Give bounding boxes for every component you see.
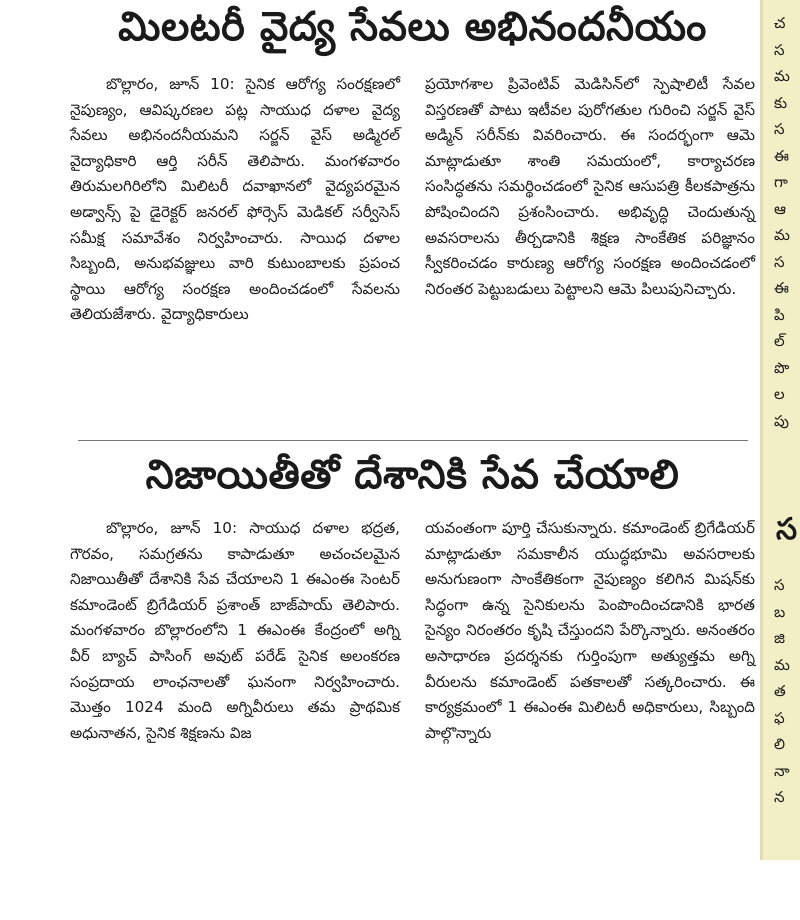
article-headline: నిజాయితీతో దేశానికి సేవ చేయాలి	[145, 452, 680, 498]
article-body-text: బొల్లారం, జూన్ 10: సాయుధ దళాల భద్రత, గౌరవం, సమగ్రతను కాపాడుతూ అచంచలమైన నిజాయితీతో దేశానికి సేవ చేయాలని 1 ఈఎంఈ సెంటర్ కమాండెంట్ బ్రిగేడియర్ ప్రశాంత్ బాజ్‌పాయ్ తెలిపారు. మంగళవారం బొల్లారంలోని 1 ఈఎంఈ కేంద్రంలో అగ్ని వీర్ బ్యాచ్ పాసింగ్ అవుట్ పరేడ్ సైనిక అలంకరణ సంప్రదాయ లాంఛనాలతో ఘనంగా నిర్వహించారు. మొత్తం 1024 మంది అగ్నివీరులు తమ ప్రాథమిక అధునాతన, సైనిక శిక్షణను విజ	[70, 519, 400, 742]
article-column-left	[70, 72, 400, 328]
article-column-right	[425, 72, 755, 328]
strip-edge	[760, 0, 763, 860]
article-serve-nation-with-honesty	[70, 452, 755, 852]
adjacent-article-line: మ	[774, 655, 790, 674]
adjacent-article-line: ల	[774, 385, 785, 403]
adjacent-article-line: బ	[774, 602, 786, 621]
adjacent-article-line: స	[774, 252, 785, 271]
adjacent-article-line: ఫ	[774, 708, 785, 727]
adjacent-article-text-bottom	[774, 572, 790, 811]
article-divider	[78, 440, 748, 441]
adjacent-article-line: పొ	[774, 358, 790, 377]
adjacent-article-line: పు	[774, 411, 789, 430]
article-military-medical-services	[70, 0, 755, 438]
article-body-text: యవంతంగా పూర్తి చేసుకున్నారు. కమాండెంట్ బ్రిగేడియర్ మాట్లాడుతూ సమకాలీన యుద్ధభూమి అవసరాలకు అనుగుణంగా సాంకేతికంగా నైపుణ్యం కలిగిన మిషన్‌కు సిద్ధంగా ఉన్న సైనికులను పెంపొందించడానికి భారత సైన్యం నిరంతరం కృషి చేస్తుందని పేర్కొన్నారు. అనంతరం అసాధారణ ప్రదర్శనకు గుర్తింపుగా అత్యుత్తమ అగ్ని వీరులను కమాండెంట్ పతకాలతో సత్కరించారు. ఈ కార్యక్రమంలో 1 ఈఎంఈ మిలిటరీ అధికారులు, సిబ్బంది పాల్గొన్నారు	[425, 519, 755, 742]
adjacent-article-line: మ	[774, 67, 790, 85]
article-headline: మిలటరీ వైద్య సేవలు అభినందనీయం	[118, 4, 707, 50]
adjacent-article-line: ల్	[774, 332, 785, 350]
adjacent-article-line: నా	[774, 761, 790, 780]
adjacent-article-strip	[760, 0, 800, 860]
adjacent-article-line: కు	[774, 93, 788, 112]
adjacent-article-line: న	[774, 788, 785, 806]
article-columns	[70, 72, 755, 328]
adjacent-article-line: చ	[774, 14, 786, 32]
adjacent-article-headline: స	[776, 512, 798, 547]
article-body-text: ప్రయోగశాల ప్రివెంటివ్ మెడిసిన్‌లో స్పెషాలిటీ సేవల విస్తరణతో పాటు ఇటీవల పురోగతుల గురించి సర్జన్ వైస్ అడ్మిన్ సరీన్‌కు వివరించారు. ఈ సందర్భంగా ఆమె మాట్లాడుతూ శాంతి సమయంలో, కార్యాచరణ సంసిద్ధతను సమర్థించడంలో సైనిక ఆసుపత్రి కీలకపాత్రను పోషించిందని ప్రశంసించారు. అభివృద్ధి చెందుతున్న అవసరాలను తీర్చడానికి శిక్షణ సాంకేతిక పరిజ్ఞానం స్వీకరించడం కారుణ్య ఆరోగ్య సంరక్షణ అందించడంలో నిరంతర పెట్టుబడులు పెట్టాలని ఆమె పిలుపునిచ్చారు.	[425, 75, 755, 298]
article-body-text: బొల్లారం, జూన్ 10: సైనిక ఆరోగ్య సంరక్షణలో నైపుణ్యం, ఆవిష్కరణల పట్ల సాయుధ దళాల వైద్య సేవలు అభినందనీయమని సర్జన్ వైస్ అడ్మిరల్ వైద్యాధికారి ఆర్తి సరీన్ తెలిపారు. మంగళవారం తిరుమలగిరిలోని మిలిటరీ దవాఖానలో వైద్యపరమైన అడ్వాన్స్ పై డైరెక్టర్ జనరల్ ఫోర్సెస్ మెడికల్ సర్వీసెస్ సమీక్ష సమావేశం నిర్వహించారు. సాయిధ దళాల సిబ్బంది, అనుభవజ్ఞులు వారి కుటుంబాలకు ప్రపంచ స్థాయి ఆరోగ్య సంరక్షణ అందించడంలో సేవలను తెలియజేశారు. వైద్యాధికారులు	[70, 75, 400, 324]
adjacent-article-line: పి	[774, 305, 785, 324]
article-column-right	[425, 516, 755, 746]
adjacent-article-line: ఈ	[774, 146, 789, 165]
adjacent-article-line: స	[774, 120, 785, 138]
article-columns	[70, 516, 755, 746]
adjacent-article-line: ఈ	[774, 279, 789, 297]
article-column-left	[70, 516, 400, 746]
adjacent-article-line: స	[774, 576, 785, 594]
adjacent-article-line: ఆ	[774, 199, 786, 218]
adjacent-article-text-top	[774, 10, 790, 434]
adjacent-article-line: జి	[774, 629, 785, 647]
adjacent-article-line: మ	[774, 226, 790, 244]
adjacent-article-line: గా	[774, 173, 788, 191]
adjacent-article-line: త	[774, 682, 786, 700]
adjacent-article-line: లి	[774, 735, 785, 753]
adjacent-article-line: స	[774, 40, 785, 59]
